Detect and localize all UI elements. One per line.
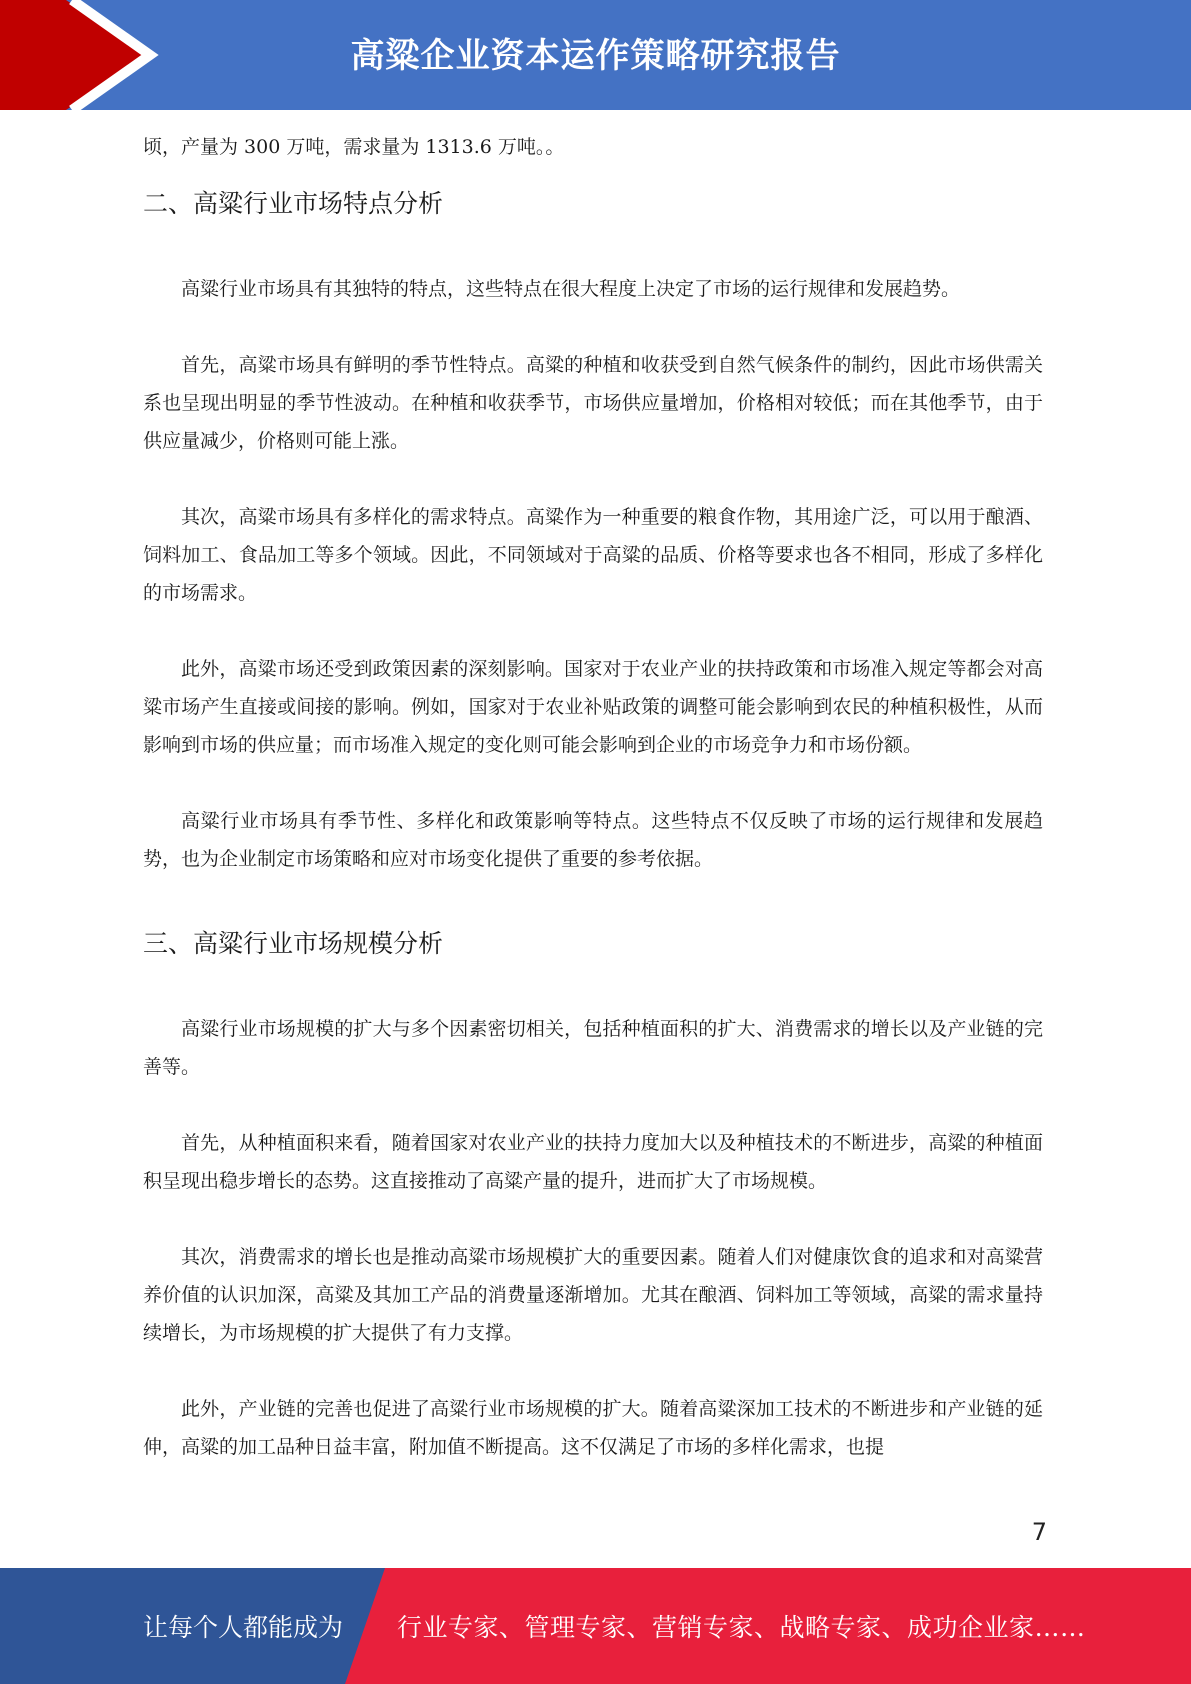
section-3-paragraph-3: 其次，消费需求的增长也是推动高粱市场规模扩大的重要因素。随着人们对健康饮食的追求和对高粱营养价值的认识加深，高粱及其加工产品的消费量逐渐增加。尤其在酿酒、饲料加工等领域，高粱的需求量持续增长，为市场规模的扩大提供了有力支撑。	[143, 1246, 1043, 1344]
page-number: 7	[1031, 1518, 1047, 1546]
intro-line: 顷，产量为 300 万吨，需求量为 1313.6 万吨。。	[143, 136, 565, 158]
page-header	[0, 0, 1191, 110]
footer-slogan-right: 行业专家、管理专家、营销专家、战略专家、成功企业家……	[397, 1613, 1086, 1642]
section-3-paragraph-1: 高粱行业市场规模的扩大与多个因素密切相关，包括种植面积的扩大、消费需求的增长以及产业链的完善等。	[143, 1018, 1043, 1078]
section-2-heading: 二、高粱行业市场特点分析	[143, 189, 444, 218]
section-2-paragraph-1: 高粱行业市场具有其独特的特点，这些特点在很大程度上决定了市场的运行规律和发展趋势。	[181, 278, 961, 300]
section-2-paragraph-3: 其次，高粱市场具有多样化的需求特点。高粱作为一种重要的粮食作物，其用途广泛，可以用于酿酒、饲料加工、食品加工等多个领域。因此，不同领域对于高粱的品质、价格等要求也各不相同，形成了多样化的市场需求。	[143, 506, 1043, 604]
section-3-heading: 三、高粱行业市场规模分析	[143, 929, 444, 958]
section-2-paragraph-5: 高粱行业市场具有季节性、多样化和政策影响等特点。这些特点不仅反映了市场的运行规律和发展趋势，也为企业制定市场策略和应对市场变化提供了重要的参考依据。	[143, 810, 1043, 870]
footer-slogan-left: 让每个人都能成为	[143, 1613, 344, 1642]
report-title: 高粱企业资本运作策略研究报告	[350, 36, 841, 76]
document-body	[143, 128, 1043, 1466]
section-2-paragraph-4: 此外，高粱市场还受到政策因素的深刻影响。国家对于农业产业的扶持政策和市场准入规定等都会对高粱市场产生直接或间接的影响。例如，国家对于农业补贴政策的调整可能会影响到农民的种植积极性，从而影响到市场的供应量；而市场准入规定的变化则可能会影响到企业的市场竞争力和市场份额。	[143, 658, 1043, 756]
section-3-paragraph-2: 首先，从种植面积来看，随着国家对农业产业的扶持力度加大以及种植技术的不断进步，高粱的种植面积呈现出稳步增长的态势。这直接推动了高粱产量的提升，进而扩大了市场规模。	[143, 1132, 1043, 1192]
section-2-paragraph-2: 首先，高粱市场具有鲜明的季节性特点。高粱的种植和收获受到自然气候条件的制约，因此市场供需关系也呈现出明显的季节性波动。在种植和收获季节，市场供应量增加，价格相对较低；而在其他季节，由于供应量减少，价格则可能上涨。	[143, 354, 1043, 452]
page-footer	[0, 1568, 1191, 1684]
section-3-paragraph-4: 此外，产业链的完善也促进了高粱行业市场规模的扩大。随着高粱深加工技术的不断进步和产业链的延伸，高粱的加工品种日益丰富，附加值不断提高。这不仅满足了市场的多样化需求，也提	[143, 1398, 1043, 1458]
